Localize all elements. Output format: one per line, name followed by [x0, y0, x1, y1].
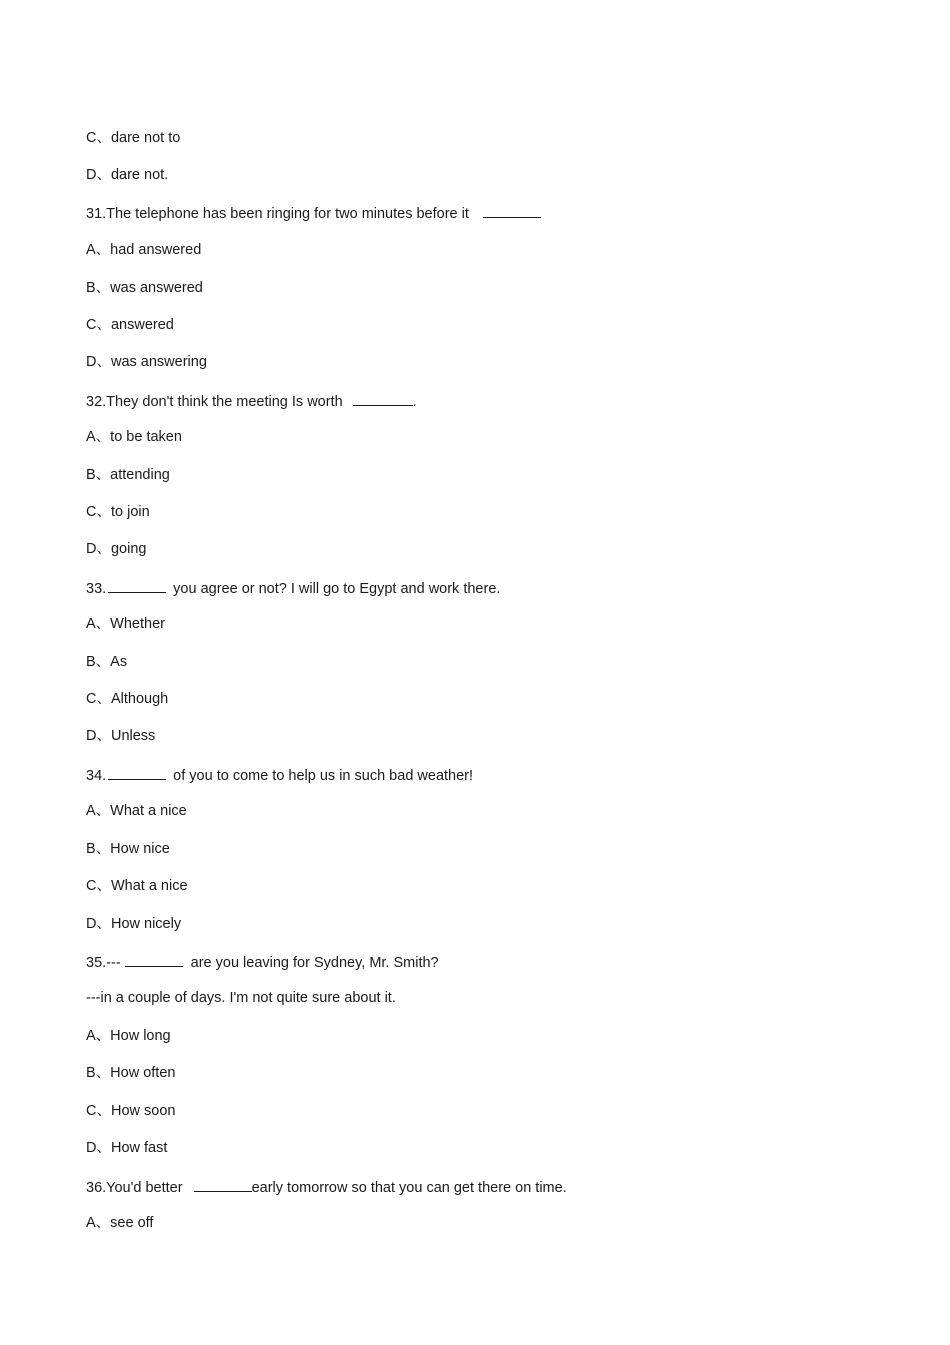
q35-option-d: D、How fast [86, 1140, 168, 1156]
q31-option-b: B、was answered [86, 280, 203, 296]
q32-option-c: C、to join [86, 504, 150, 520]
q32-stem-text: 32.They don't think the meeting Is worth [86, 394, 343, 410]
q34-number: 34. [86, 768, 107, 784]
q31-option-d: D、was answering [86, 354, 207, 370]
q31-option-a: A、had answered [86, 242, 202, 258]
q34-option-b: B、How nice [86, 841, 170, 857]
q30-option-c: C、dare not to [86, 130, 181, 146]
q32-option-b: B、attending [86, 467, 170, 483]
q35-option-a: A、How long [86, 1028, 171, 1044]
q33-option-b: B、As [86, 654, 128, 670]
q34-option-a: A、What a nice [86, 803, 187, 819]
q33-number: 33. [86, 581, 107, 597]
q33-stem-text: you agree or not? I will go to Egypt and work there. [173, 581, 501, 597]
q33-stem [86, 578, 500, 598]
q33-option-a: A、Whether [86, 616, 165, 632]
q33-option-c: C、Although [86, 691, 169, 707]
q34-stem [86, 765, 473, 785]
q31-stem [86, 203, 541, 223]
q34-option-d: D、How nicely [86, 916, 182, 932]
q36-stem-end: early tomorrow so that you can get there on time. [251, 1180, 567, 1196]
q35-blank [125, 952, 183, 967]
q32-option-a: A、to be taken [86, 429, 182, 445]
q33-option-d: D、Unless [86, 728, 156, 744]
q35-stem-text: are you leaving for Sydney, Mr. Smith? [190, 955, 439, 971]
q31-blank [483, 203, 541, 218]
q33-blank [108, 578, 166, 593]
q34-option-c: C、What a nice [86, 878, 188, 894]
q35-number: 35.--- [86, 955, 121, 971]
q34-blank [108, 765, 166, 780]
q32-option-d: D、going [86, 541, 147, 557]
q31-option-c: C、answered [86, 317, 174, 333]
q35-option-b: B、How often [86, 1065, 176, 1081]
q34-stem-text: of you to come to help us in such bad weather! [173, 768, 474, 784]
q32-period: . [412, 394, 417, 410]
q35-stem [86, 952, 439, 972]
q36-blank [194, 1177, 252, 1192]
q31-stem-text: 31.The telephone has been ringing for two minutes before it [86, 206, 469, 222]
q35-option-c: C、How soon [86, 1103, 176, 1119]
q36-stem [86, 1177, 567, 1197]
q32-blank [353, 391, 413, 406]
q32-stem [86, 391, 417, 411]
q35-dialogue-reply: ---in a couple of days. I'm not quite sure about it. [86, 990, 396, 1006]
q36-option-a: A、see off [86, 1215, 154, 1231]
q36-stem-start: 36.You'd better [86, 1180, 183, 1196]
q30-option-d: D、dare not. [86, 167, 169, 183]
